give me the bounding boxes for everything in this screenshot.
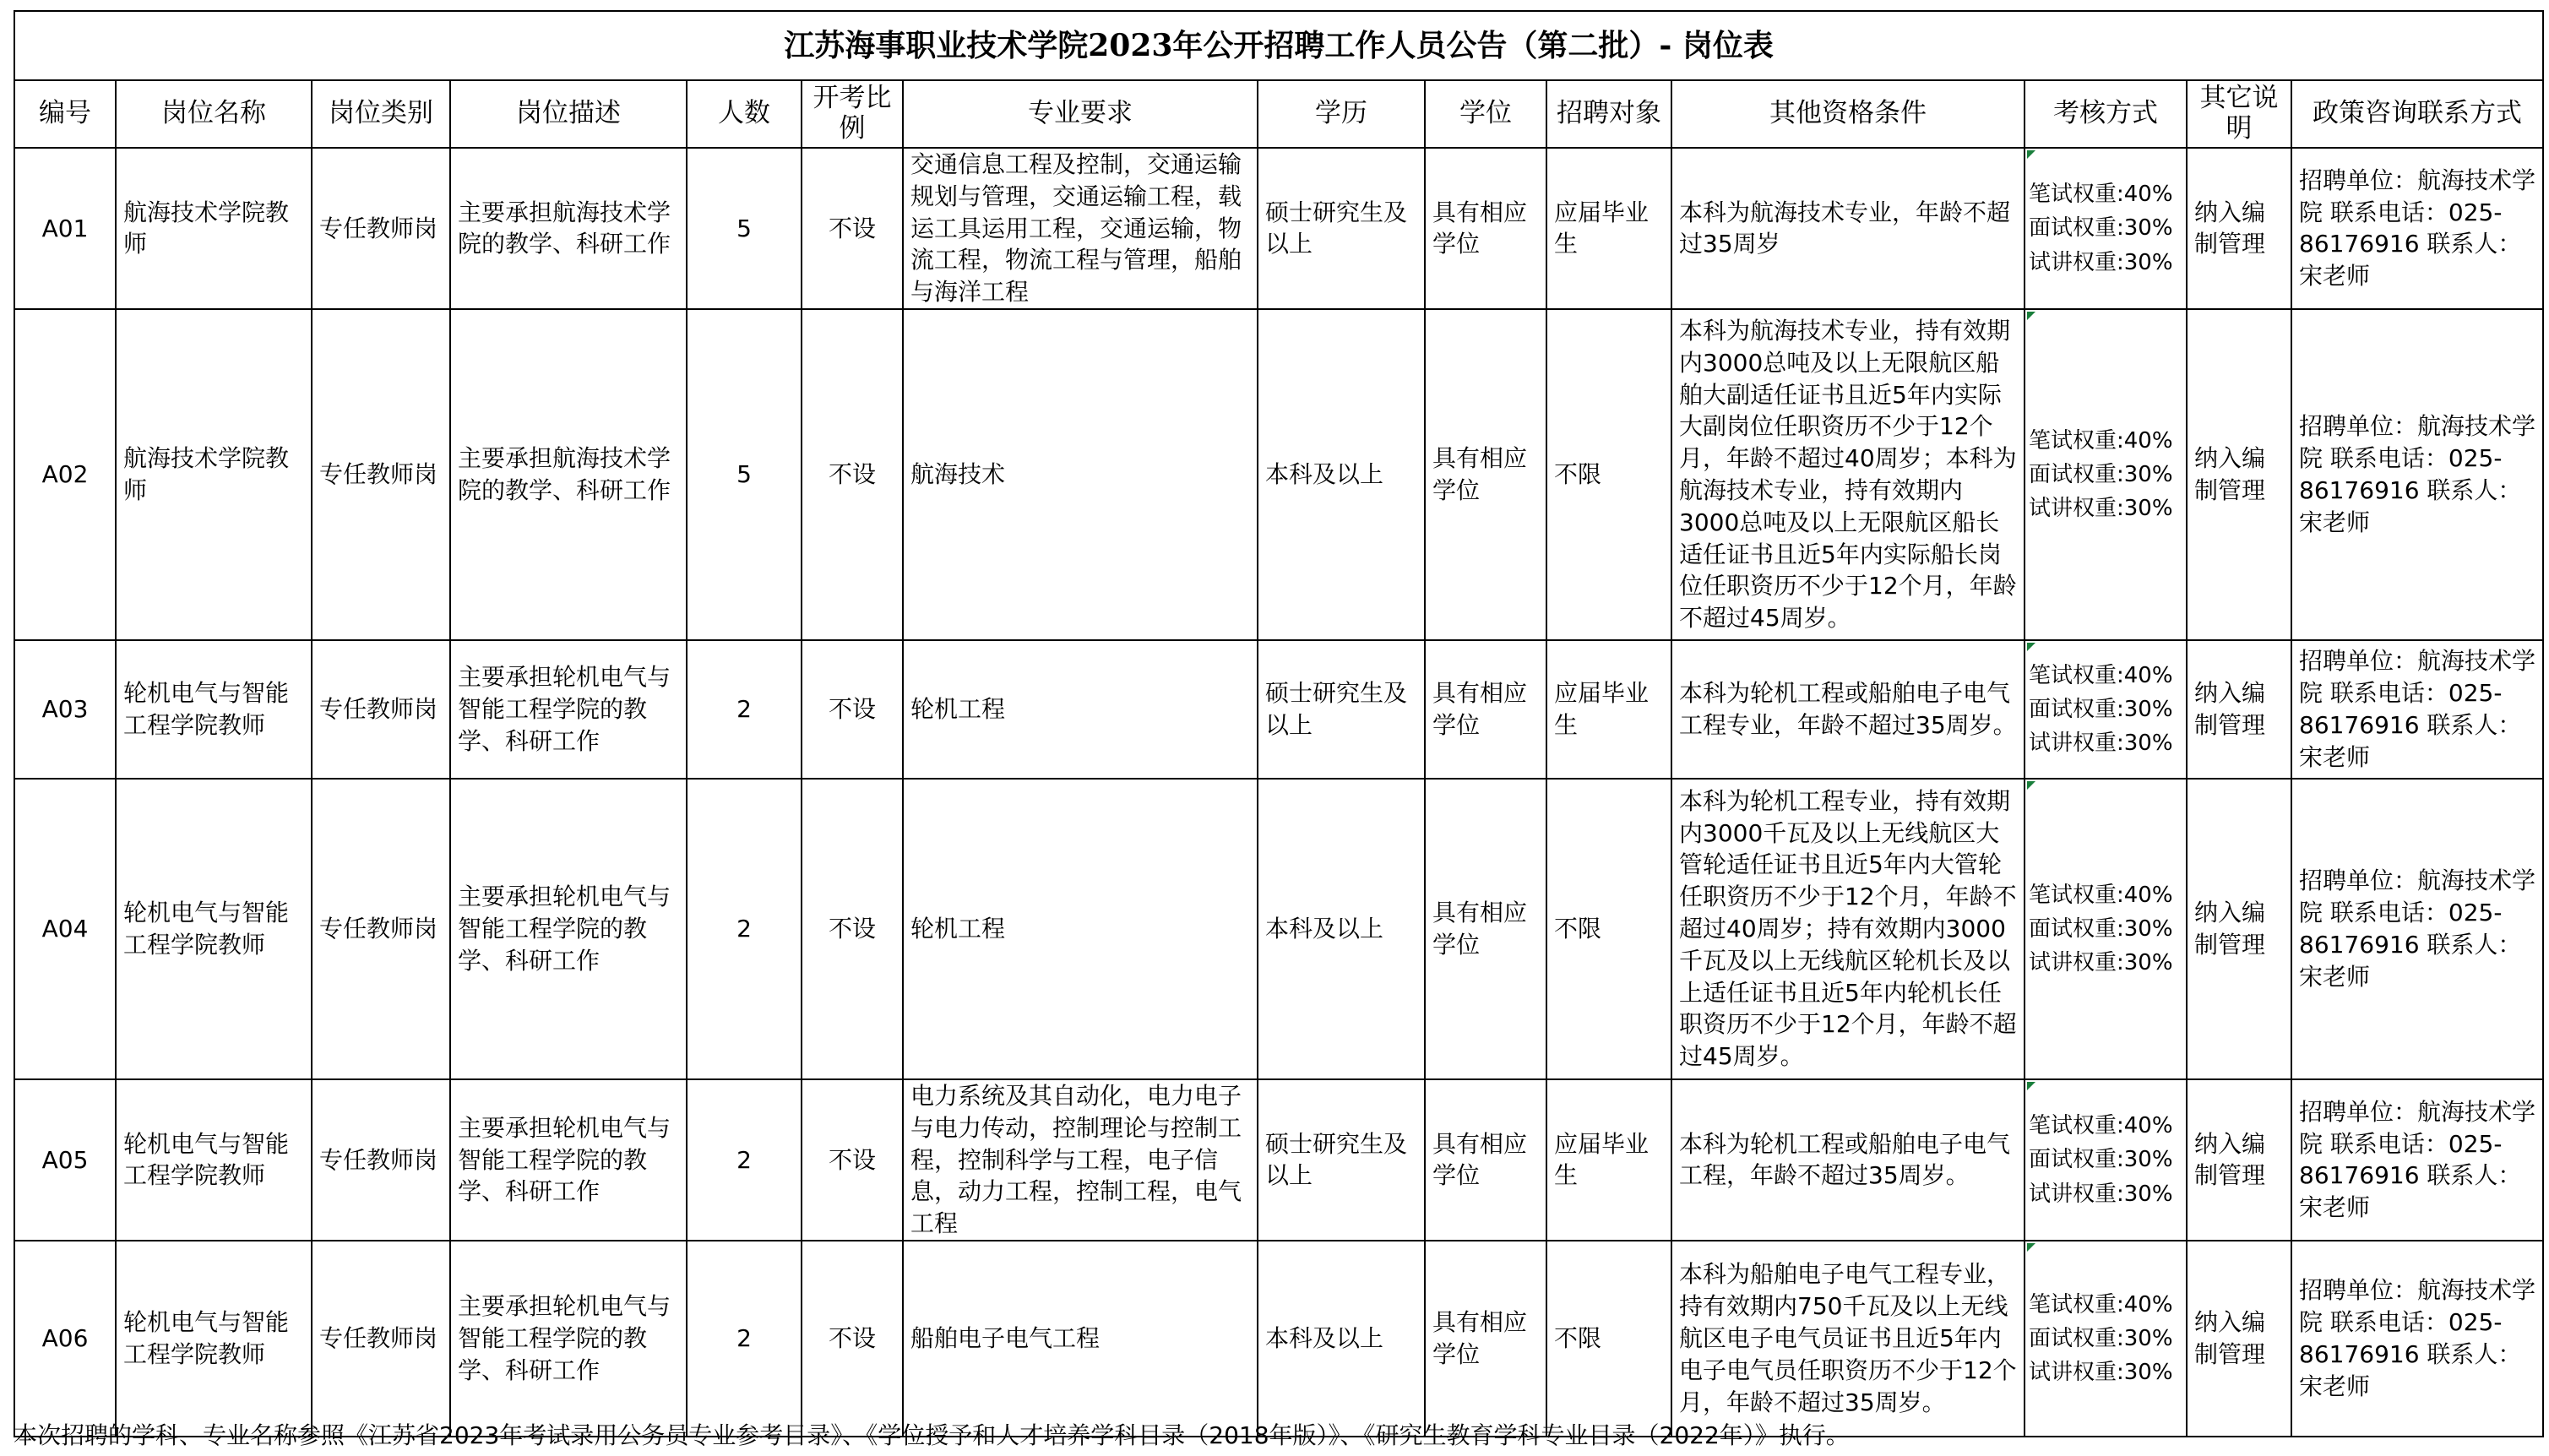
cell-target: 不限 — [1546, 779, 1671, 1079]
cell-exam — [2025, 1241, 2187, 1437]
cell-education: 硕士研究生及以上 — [1258, 148, 1425, 309]
exam-interview: 面试权重:30% — [2029, 215, 2173, 242]
exam-written: 笔试权重:40% — [2029, 1113, 2173, 1139]
header-major-requirement: 专业要求 — [903, 80, 1258, 148]
cell-degree: 具有相应学位 — [1425, 1241, 1546, 1437]
cell-target: 不限 — [1546, 309, 1671, 640]
comment-marker-icon — [2027, 1082, 2035, 1090]
cell-contact: 招聘单位：航海技术学院 联系电话：025-86176916 联系人：宋老师 — [2291, 640, 2543, 779]
cell-conditions: 本科为轮机工程专业，持有效期内3000千瓦及以上无线航区大管轮适任证书且近5年内大管轮任职资历不少于12个月，年龄不超过40周岁；持有效期内3000千瓦及以上无线航区轮机长及以上适任证书且近5年内轮机长任职资历不少于12个月，年龄不超过45周岁。 — [1671, 779, 2025, 1079]
cell-conditions: 本科为航海技术专业，持有效期内3000总吨及以上无限航区船舶大副适任证书且近5年内实际大副岗位任职资历不少于12个月，年龄不超过40周岁；本科为航海技术专业，持有效期内3000总吨及以上无限航区船长适任证书且近5年内实际船长岗位任职资历不少于12个月，年龄不超过45周岁。 — [1671, 309, 2025, 640]
cell-note: 纳入编制管理 — [2187, 1241, 2291, 1437]
exam-interview: 面试权重:30% — [2029, 461, 2173, 487]
cell-position-name: 轮机电气与智能工程学院教师 — [116, 779, 312, 1079]
cell-target: 应届毕业生 — [1546, 148, 1671, 309]
cell-ratio: 不设 — [802, 1079, 903, 1241]
table-row — [14, 309, 2543, 640]
cell-category: 专任教师岗 — [312, 148, 450, 309]
header-exam-ratio: 开考比例 — [802, 80, 903, 148]
table-row — [14, 779, 2543, 1079]
cell-description: 主要承担轮机电气与智能工程学院的教学、科研工作 — [450, 1079, 687, 1241]
header-other-conditions: 其他资格条件 — [1671, 80, 2025, 148]
cell-degree: 具有相应学位 — [1425, 148, 1546, 309]
cell-count: 2 — [687, 779, 802, 1079]
cell-conditions: 本科为航海技术专业，年龄不超过35周岁 — [1671, 148, 2025, 309]
cell-education: 硕士研究生及以上 — [1258, 640, 1425, 779]
exam-interview: 面试权重:30% — [2029, 915, 2173, 942]
header-position-description: 岗位描述 — [450, 80, 687, 148]
cell-ratio: 不设 — [802, 640, 903, 779]
cell-category: 专任教师岗 — [312, 779, 450, 1079]
cell-description: 主要承担航海技术学院的教学、科研工作 — [450, 309, 687, 640]
cell-id: A01 — [14, 148, 116, 309]
cell-id: A02 — [14, 309, 116, 640]
cell-position-name: 航海技术学院教师 — [116, 309, 312, 640]
header-row — [14, 80, 2543, 148]
cell-degree: 具有相应学位 — [1425, 779, 1546, 1079]
cell-note: 纳入编制管理 — [2187, 1079, 2291, 1241]
cell-position-name: 轮机电气与智能工程学院教师 — [116, 1241, 312, 1437]
cell-exam — [2025, 1079, 2187, 1241]
cell-contact: 招聘单位：航海技术学院 联系电话：025-86176916 联系人：宋老师 — [2291, 779, 2543, 1079]
cell-degree: 具有相应学位 — [1425, 309, 1546, 640]
comment-marker-icon — [2027, 643, 2035, 651]
exam-written: 笔试权重:40% — [2029, 1291, 2173, 1317]
cell-category: 专任教师岗 — [312, 309, 450, 640]
cell-description: 主要承担轮机电气与智能工程学院的教学、科研工作 — [450, 1241, 687, 1437]
cell-contact: 招聘单位：航海技术学院 联系电话：025-86176916 联系人：宋老师 — [2291, 148, 2543, 309]
exam-trial-lecture: 试讲权重:30% — [2029, 731, 2173, 757]
cell-id: A05 — [14, 1079, 116, 1241]
exam-interview: 面试权重:30% — [2029, 696, 2173, 722]
comment-marker-icon — [2027, 1243, 2035, 1252]
cell-category: 专任教师岗 — [312, 1241, 450, 1437]
comment-marker-icon — [2027, 312, 2035, 320]
cell-ratio: 不设 — [802, 779, 903, 1079]
header-recruitment-target: 招聘对象 — [1546, 80, 1671, 148]
cell-major: 交通信息工程及控制，交通运输规划与管理，交通运输工程，载运工具运用工程，交通运输，物流工程，物流工程与管理，船舶与海洋工程 — [903, 148, 1258, 309]
cell-contact: 招聘单位：航海技术学院 联系电话：025-86176916 联系人：宋老师 — [2291, 309, 2543, 640]
cell-category: 专任教师岗 — [312, 1079, 450, 1241]
table-row — [14, 1241, 2543, 1437]
exam-trial-lecture: 试讲权重:30% — [2029, 1360, 2173, 1386]
cell-contact: 招聘单位：航海技术学院 联系电话：025-86176916 联系人：宋老师 — [2291, 1241, 2543, 1437]
cell-category: 专任教师岗 — [312, 640, 450, 779]
header-position-category: 岗位类别 — [312, 80, 450, 148]
cell-conditions: 本科为轮机工程或船舶电子电气工程，年龄不超过35周岁。 — [1671, 1079, 2025, 1241]
table-title: 江苏海事职业技术学院2023年公开招聘工作人员公告（第二批）- 岗位表 — [14, 11, 2543, 80]
cell-ratio: 不设 — [802, 309, 903, 640]
job-position-table — [14, 10, 2544, 1437]
cell-exam — [2025, 779, 2187, 1079]
cell-ratio: 不设 — [802, 148, 903, 309]
cell-target: 应届毕业生 — [1546, 1079, 1671, 1241]
cell-note: 纳入编制管理 — [2187, 148, 2291, 309]
cell-exam — [2025, 640, 2187, 779]
cell-id: A06 — [14, 1241, 116, 1437]
cell-count: 2 — [687, 1241, 802, 1437]
exam-interview: 面试权重:30% — [2029, 1147, 2173, 1173]
cell-major: 电力系统及其自动化，电力电子与电力传动，控制理论与控制工程，控制科学与工程，电子信息，动力工程，控制工程，电气工程 — [903, 1079, 1258, 1241]
table-row — [14, 1079, 2543, 1241]
cell-major: 轮机工程 — [903, 640, 1258, 779]
cell-contact: 招聘单位：航海技术学院 联系电话：025-86176916 联系人：宋老师 — [2291, 1079, 2543, 1241]
header-assessment-method: 考核方式 — [2025, 80, 2187, 148]
cell-degree: 具有相应学位 — [1425, 1079, 1546, 1241]
cell-note: 纳入编制管理 — [2187, 779, 2291, 1079]
exam-interview: 面试权重:30% — [2029, 1325, 2173, 1351]
header-id: 编号 — [14, 80, 116, 148]
footnote: 本次招聘的学科、专业名称参照《江苏省2023年考试录用公务员专业参考目录》、《学位授予和人才培养学科目录（2018年版）》、《研究生教育学科专业目录（2022年）》执行。 — [14, 1421, 1850, 1449]
cell-position-name: 航海技术学院教师 — [116, 148, 312, 309]
cell-major: 船舶电子电气工程 — [903, 1241, 1258, 1437]
exam-written: 笔试权重:40% — [2029, 662, 2173, 688]
cell-target: 不限 — [1546, 1241, 1671, 1437]
cell-education: 本科及以上 — [1258, 779, 1425, 1079]
comment-marker-icon — [2027, 781, 2035, 790]
cell-major: 轮机工程 — [903, 779, 1258, 1079]
exam-written: 笔试权重:40% — [2029, 882, 2173, 908]
header-education: 学历 — [1258, 80, 1425, 148]
header-count: 人数 — [687, 80, 802, 148]
cell-education: 本科及以上 — [1258, 309, 1425, 640]
header-position-name: 岗位名称 — [116, 80, 312, 148]
cell-education: 本科及以上 — [1258, 1241, 1425, 1437]
cell-count: 5 — [687, 309, 802, 640]
exam-trial-lecture: 试讲权重:30% — [2029, 950, 2173, 976]
comment-marker-icon — [2027, 150, 2035, 159]
cell-position-name: 轮机电气与智能工程学院教师 — [116, 640, 312, 779]
cell-description: 主要承担轮机电气与智能工程学院的教学、科研工作 — [450, 640, 687, 779]
cell-count: 2 — [687, 640, 802, 779]
table-row — [14, 640, 2543, 779]
cell-id: A03 — [14, 640, 116, 779]
cell-ratio: 不设 — [802, 1241, 903, 1437]
cell-note: 纳入编制管理 — [2187, 640, 2291, 779]
cell-exam — [2025, 148, 2187, 309]
table-row — [14, 148, 2543, 309]
header-policy-contact: 政策咨询联系方式 — [2291, 80, 2543, 148]
exam-written: 笔试权重:40% — [2029, 427, 2173, 454]
exam-trial-lecture: 试讲权重:30% — [2029, 249, 2173, 275]
exam-written: 笔试权重:40% — [2029, 182, 2173, 208]
header-other-notes: 其它说明 — [2187, 80, 2291, 148]
cell-exam — [2025, 309, 2187, 640]
exam-trial-lecture: 试讲权重:30% — [2029, 1181, 2173, 1207]
exam-trial-lecture: 试讲权重:30% — [2029, 496, 2173, 522]
cell-education: 硕士研究生及以上 — [1258, 1079, 1425, 1241]
cell-conditions: 本科为船舶电子电气工程专业，持有效期内750千瓦及以上无线航区电子电气员证书且近5年内电子电气员任职资历不少于12个月，年龄不超过35周岁。 — [1671, 1241, 2025, 1437]
cell-target: 应届毕业生 — [1546, 640, 1671, 779]
cell-note: 纳入编制管理 — [2187, 309, 2291, 640]
cell-position-name: 轮机电气与智能工程学院教师 — [116, 1079, 312, 1241]
header-degree: 学位 — [1425, 80, 1546, 148]
cell-count: 5 — [687, 148, 802, 309]
cell-description: 主要承担航海技术学院的教学、科研工作 — [450, 148, 687, 309]
cell-degree: 具有相应学位 — [1425, 640, 1546, 779]
cell-count: 2 — [687, 1079, 802, 1241]
cell-id: A04 — [14, 779, 116, 1079]
cell-major: 航海技术 — [903, 309, 1258, 640]
cell-description: 主要承担轮机电气与智能工程学院的教学、科研工作 — [450, 779, 687, 1079]
cell-conditions: 本科为轮机工程或船舶电子电气工程专业，年龄不超过35周岁。 — [1671, 640, 2025, 779]
